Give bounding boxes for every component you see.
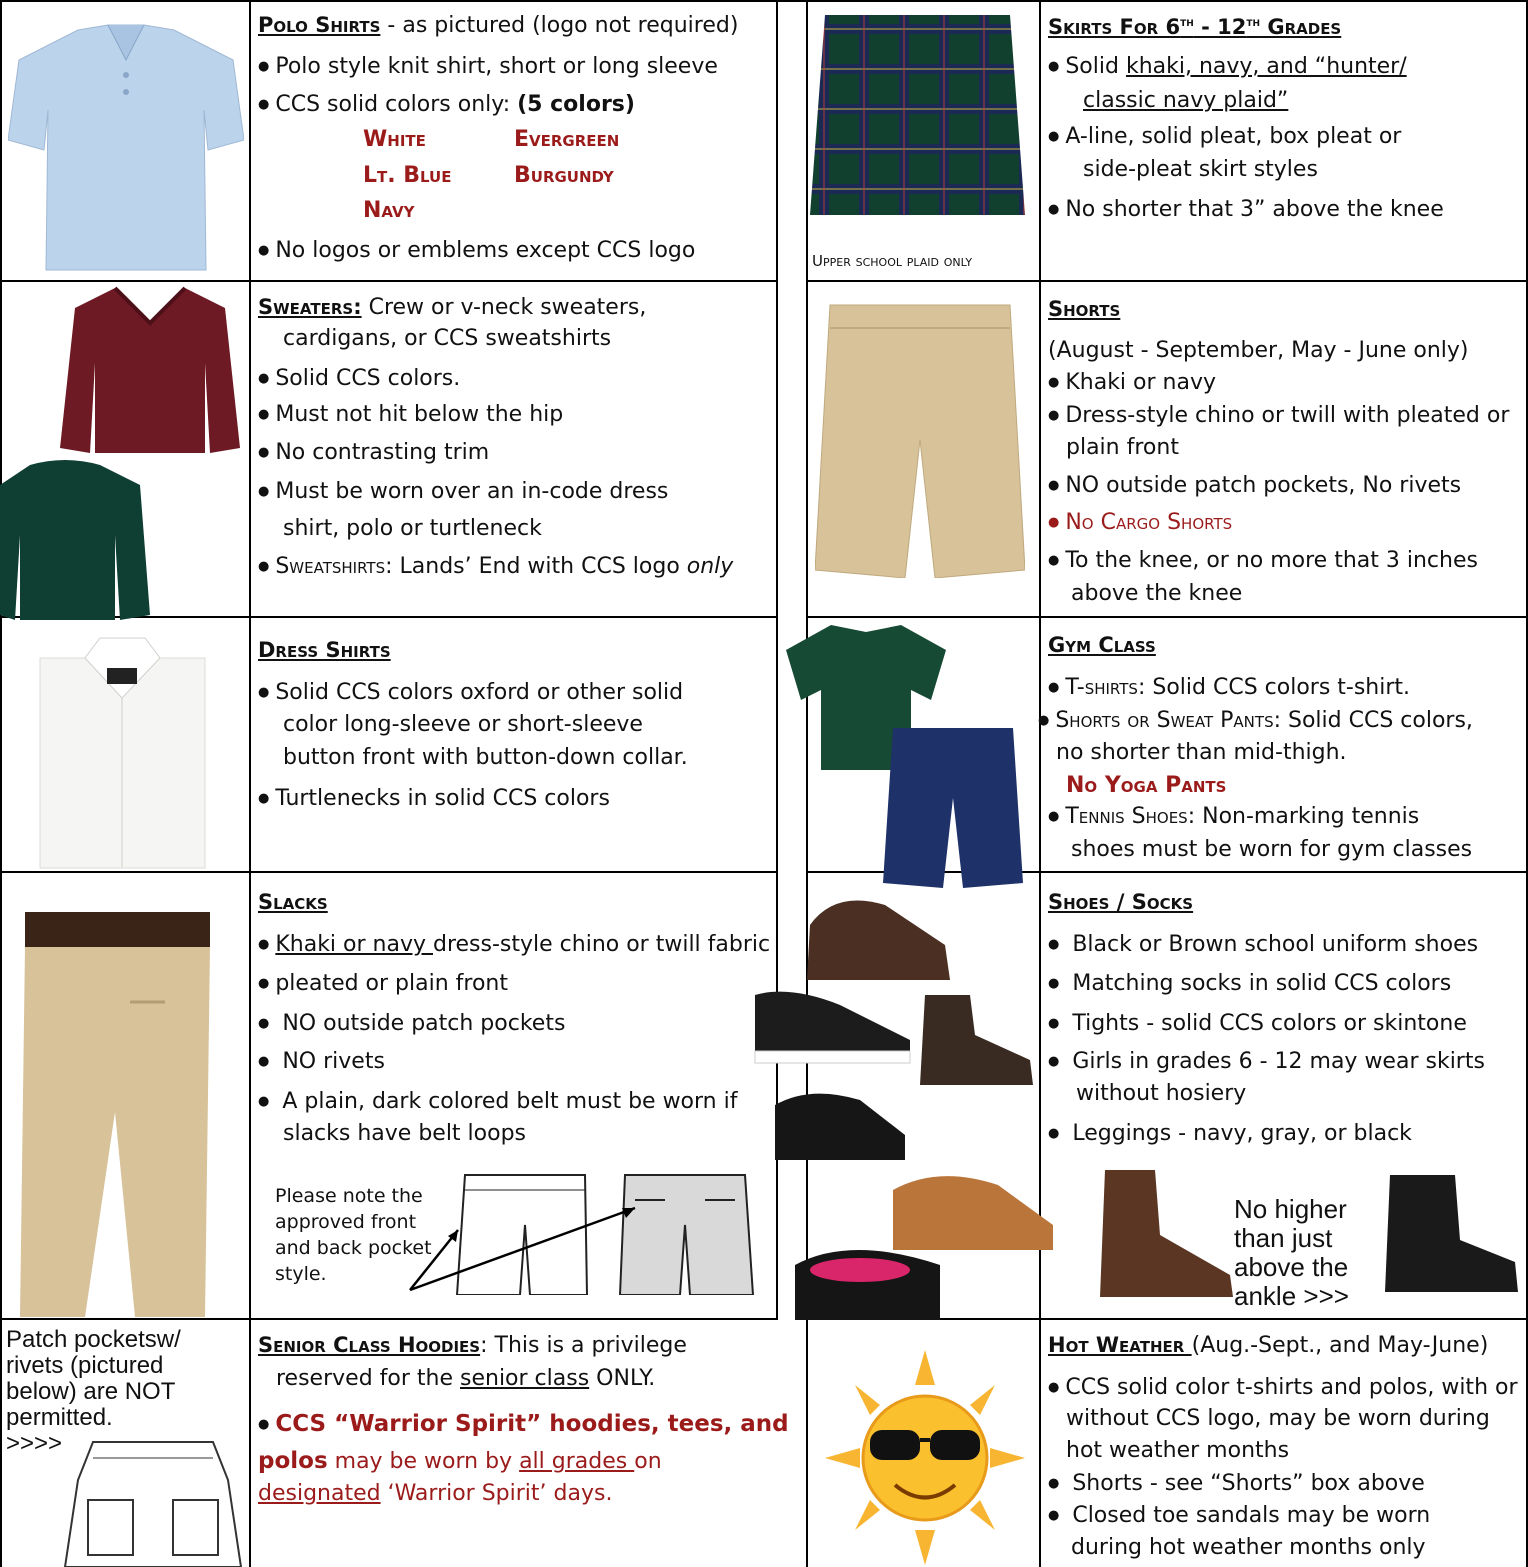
- row-divider-4-left: [0, 1318, 778, 1320]
- top-border: [0, 0, 1528, 2]
- hoodies-bullet-1-cont-2: designated ‘Warrior Spirit’ days.: [258, 1481, 613, 1506]
- navy-gym-shorts-image: [883, 728, 1023, 888]
- hoodies-intro: Senior Class Hoodies: This is a privilege: [258, 1333, 687, 1358]
- black-boat-shoe-image: [770, 1085, 910, 1165]
- khaki-slacks-image: [15, 912, 215, 1317]
- plaid-skirt-image: [805, 10, 1030, 220]
- skirts-caption: Upper school plaid only: [812, 252, 973, 270]
- skirts-bullet-2: ● A-line, solid pleat, box pleat or: [1048, 124, 1401, 153]
- shoes-bullet-5: ● Leggings - navy, gray, or black: [1048, 1121, 1412, 1150]
- color-white: White: [363, 127, 426, 152]
- brown-shoe-image: [805, 885, 955, 985]
- hot-bullet-1: ● CCS solid color t-shirts and polos, with or: [1048, 1375, 1518, 1404]
- color-lt-blue: Lt. Blue: [363, 163, 452, 188]
- chukka-boot-image: [915, 990, 1035, 1090]
- polo-bullet-2: ● CCS solid colors only: (5 colors): [258, 92, 635, 121]
- khaki-shorts-image: [815, 300, 1025, 578]
- sweaters-bullet-5: ● Sweatshirts: Lands’ End with CCS logo only: [258, 554, 733, 583]
- hoodies-bullet-1: ● CCS “Warrior Spirit” hoodies, tees, and: [258, 1411, 789, 1441]
- left-col-divider: [249, 0, 251, 1567]
- polo-heading: Polo Shirts: [258, 13, 381, 37]
- polo-bullet-3: ● No logos or emblems except CCS logo: [258, 238, 695, 267]
- right-col-divider: [1039, 0, 1041, 1567]
- slacks-bullet-5-cont: slacks have belt loops: [283, 1121, 527, 1146]
- dress-bullet-1-cont: color long-sleeve or short-sleeve: [283, 712, 643, 737]
- hoodies-heading: Senior Class Hoodies: [258, 1333, 481, 1357]
- hot-section: Hot Weather (Aug.-Sept., and May-June): [1048, 1333, 1489, 1358]
- shorts-bullet-5-cont: above the knee: [1071, 581, 1243, 606]
- sweaters-bullet-2: ● Must not hit below the hip: [258, 402, 563, 431]
- polo-bullet-1: ● Polo style knit shirt, short or long sleeve: [258, 54, 718, 83]
- shorts-bullet-2-cont: plain front: [1066, 435, 1179, 460]
- hoodies-intro-2: reserved for the senior class ONLY.: [276, 1366, 656, 1391]
- shoes-bullet-2: ● Matching socks in solid CCS colors: [1048, 971, 1451, 1000]
- shoes-bullet-4: ● Girls in grades 6 - 12 may wear skirts: [1048, 1049, 1485, 1078]
- patch-pocket-jeans-image: [63, 1440, 243, 1567]
- shorts-bullet-2: ● Dress-style chino or twill with pleated or: [1048, 403, 1509, 432]
- sun-icon: [825, 1350, 1025, 1565]
- slacks-bullet-5: ● A plain, dark colored belt must be worn if: [258, 1089, 737, 1118]
- sweaters-intro: Sweaters: Crew or v-neck sweaters,: [258, 295, 647, 320]
- color-evergreen: Evergreen: [514, 127, 620, 152]
- polo-section: [258, 12, 738, 39]
- hot-bullet-1-cont-2: hot weather months: [1066, 1438, 1290, 1463]
- dress-heading: Dress Shirts: [258, 638, 391, 662]
- dress-bullet-2: ● Turtlenecks in solid CCS colors: [258, 786, 610, 815]
- skirts-heading: Skirts For 6th - 12th Grades: [1048, 15, 1342, 39]
- gym-bullet-2-cont: no shorter than mid-thigh.: [1056, 740, 1347, 765]
- slacks-bullet-2: ● pleated or plain front: [258, 971, 508, 1000]
- pointer-arrows: [400, 1200, 650, 1300]
- brown-ankle-boot-image: [1095, 1165, 1235, 1300]
- shoes-bullet-3: ● Tights - solid CCS colors or skintone: [1048, 1011, 1467, 1040]
- hot-heading: Hot Weather: [1048, 1333, 1192, 1357]
- sweaters-bullet-4-cont: shirt, polo or turtleneck: [283, 516, 542, 541]
- shoes-bullet-1: ● Black or Brown school uniform shoes: [1048, 932, 1478, 961]
- polo-heading-note: - as pictured (logo not required): [380, 13, 739, 38]
- center-divider-right: [806, 0, 808, 1567]
- hot-bullet-1-cont: without CCS logo, may be worn during: [1066, 1406, 1490, 1431]
- shorts-bullet-4: ● No Cargo Shorts: [1048, 510, 1232, 539]
- hot-bullet-3: ● Closed toe sandals may be worn: [1048, 1503, 1430, 1532]
- skirts-bullet-2-cont: side-pleat skirt styles: [1083, 157, 1318, 182]
- slacks-bullet-4: ● NO rivets: [258, 1049, 385, 1078]
- black-combat-boot-image: [1380, 1170, 1520, 1295]
- row-divider-1-right: [806, 280, 1528, 282]
- left-border: [0, 0, 2, 1567]
- patch-pocket-note: Patch pocketsw/ rivets (pictured below) are NOT permitted. >>>>: [6, 1326, 181, 1457]
- sweaters-bullet-1: ● Solid CCS colors.: [258, 366, 460, 395]
- shorts-bullet-3: ● NO outside patch pockets, No rivets: [1048, 473, 1461, 502]
- gym-no-yoga: No Yoga Pants: [1066, 773, 1227, 798]
- green-sweater-image: [0, 455, 150, 625]
- sweaters-heading: Sweaters:: [258, 295, 362, 319]
- black-sneaker-image: [750, 985, 915, 1070]
- row-divider-2-right: [806, 616, 1528, 618]
- boot-height-note: No higher than just above the ankle >>>: [1234, 1194, 1349, 1311]
- shoes-heading: Shoes / Socks: [1048, 890, 1194, 914]
- sweaters-bullet-3: ● No contrasting trim: [258, 440, 489, 469]
- slacks-bullet-1: ● Khaki or navy dress-style chino or twill fabric: [258, 932, 770, 961]
- skirts-bullet-1-cont: classic navy plaid”: [1083, 88, 1289, 113]
- hot-bullet-2: ● Shorts - see “Shorts” box above: [1048, 1471, 1425, 1500]
- slacks-pocket-note: Please note the approved front and back pocket style.: [275, 1185, 432, 1285]
- gym-bullet-2: ● Shorts or Sweat Pants: Solid CCS colors,: [1038, 708, 1473, 737]
- hot-bullet-3-cont: during hot weather months only: [1071, 1535, 1426, 1560]
- shoes-bullet-4-cont: without hosiery: [1076, 1081, 1247, 1106]
- skirts-bullet-1: ● Solid khaki, navy, and “hunter/: [1048, 54, 1407, 83]
- color-navy: Navy: [363, 198, 415, 223]
- sweaters-intro-2: cardigans, or CCS sweatshirts: [283, 326, 612, 351]
- dress-shirt-image: [35, 628, 210, 873]
- slacks-heading: Slacks: [258, 890, 328, 914]
- gym-bullet-3-cont: shoes must be worn for gym classes: [1071, 837, 1473, 862]
- gym-heading: Gym Class: [1048, 633, 1156, 657]
- slacks-bullet-3: ● NO outside patch pockets: [258, 1011, 565, 1040]
- burgundy-sweater-image: [60, 283, 240, 458]
- shorts-heading: Shorts: [1048, 297, 1121, 321]
- dress-bullet-1-cont-2: button front with button-down collar.: [283, 745, 688, 770]
- shorts-bullet-1: ● Khaki or navy: [1048, 370, 1216, 399]
- color-burgundy: Burgundy: [514, 163, 614, 188]
- hoodies-bullet-1-cont: polos may be worn by all grades on: [258, 1448, 662, 1474]
- polo-shirt-image: [8, 20, 244, 275]
- sweaters-bullet-4: ● Must be worn over an in-code dress: [258, 479, 668, 508]
- black-flat-shoe-image: [790, 1225, 950, 1325]
- dress-bullet-1: ● Solid CCS colors oxford or other solid: [258, 680, 683, 709]
- skirts-bullet-3: ● No shorter that 3” above the knee: [1048, 197, 1444, 226]
- shorts-season: (August - September, May - June only): [1048, 338, 1469, 363]
- row-divider-1-left: [0, 280, 778, 282]
- gym-bullet-1: ● T-shirts: Solid CCS colors t-shirt.: [1048, 675, 1410, 704]
- gym-bullet-3: ● Tennis Shoes: Non-marking tennis: [1048, 804, 1419, 833]
- shorts-bullet-5: ● To the knee, or no more that 3 inches: [1048, 548, 1478, 577]
